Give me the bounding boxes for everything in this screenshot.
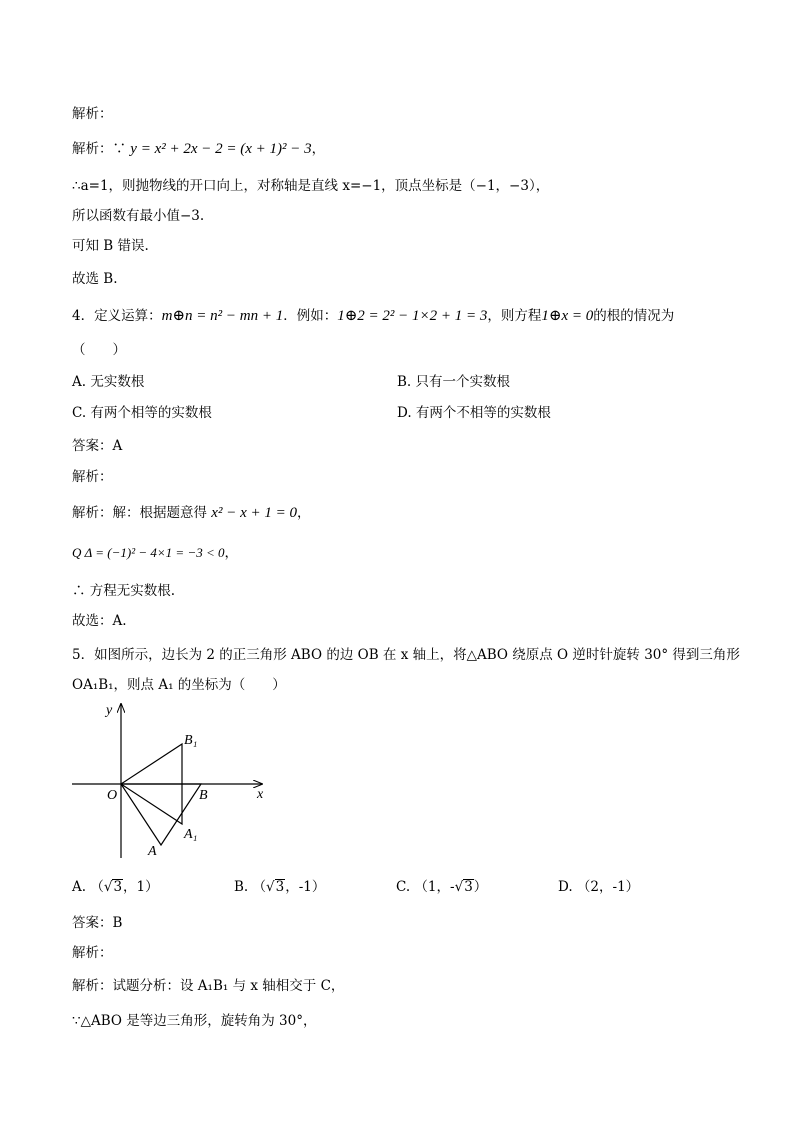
q4-stem-prefix: 4．定义运算： xyxy=(72,308,162,324)
q5-b-post: ，-1） xyxy=(285,879,326,895)
q3-analysis-line-3: 所以函数有最小值−3. xyxy=(72,208,205,224)
q4-s1-equation: x² − x + 1 = 0 xyxy=(211,505,297,521)
q5-analysis-heading: 解析： xyxy=(72,945,113,961)
q4-s2-end: ， xyxy=(224,545,238,561)
q4-stem-end: 的根的情况为 xyxy=(593,308,675,324)
q5-analysis-line-2: ∵△ABO 是等边三角形，旋转角为 30°， xyxy=(72,1013,317,1029)
because-symbol: ∵ xyxy=(112,141,126,157)
sqrt-sign: √ xyxy=(266,879,275,895)
q5-a-post: ，1） xyxy=(123,879,159,895)
fig-label-a1: A₁ xyxy=(184,827,198,842)
q4-answer: 答案：A xyxy=(72,438,123,454)
q4-option-b: B. 只有一个实数根 xyxy=(397,374,511,390)
q5-option-a xyxy=(72,877,159,897)
q4-option-d: D. 有两个不相等的实数根 xyxy=(397,405,551,421)
q3-analysis-line-5: 故选 B. xyxy=(72,271,118,287)
q4-analysis-heading: 解析： xyxy=(72,469,113,485)
q5-answer: 答案：B xyxy=(72,915,123,931)
q5-c-pre: C. （1，- xyxy=(396,879,455,895)
q5-b-radicand: 3 xyxy=(275,879,285,895)
q4-s2-discriminant: Q Δ = (−1)² − 4×1 = −3 < 0 xyxy=(72,545,225,560)
q3-analysis-heading: 解析： xyxy=(72,106,113,122)
q4-stem-mid: ．例如： xyxy=(283,308,338,324)
q4-analysis-line-4: 故选：A. xyxy=(72,613,127,629)
q5-analysis-line-1: 解析：试题分析：设 A₁B₁ 与 x 轴相交于 C， xyxy=(72,978,345,994)
sqrt-sign: √ xyxy=(103,879,113,895)
q5-stem-line-2: OA₁B₁，则点 A₁ 的坐标为（ ） xyxy=(72,677,286,693)
q5-option-d: D. （2，-1） xyxy=(558,879,640,895)
q4-analysis-line-1 xyxy=(72,503,310,523)
q4-analysis-line-2 xyxy=(72,543,238,563)
q4-stem xyxy=(72,306,674,326)
q3-l1-equation: y = x² + 2x − 2 = (x + 1)² − 3 xyxy=(130,141,312,157)
q4-analysis-line-3: ∴ 方程无实数根. xyxy=(72,583,176,599)
q3-l1-prefix: 解析： xyxy=(72,141,113,157)
q4-equation: 1⊕x = 0 xyxy=(541,308,594,324)
q4-paren: （ ） xyxy=(72,342,126,358)
q3-l1-end: ， xyxy=(311,141,326,157)
fig-label-o: O xyxy=(107,788,118,803)
fig-label-b: B xyxy=(199,788,208,803)
q5-a-pre: A. （ xyxy=(72,879,104,895)
q4-s1-end: ， xyxy=(296,505,311,521)
fig-label-y: y xyxy=(106,703,113,718)
q4-option-c: C. 有两个相等的实数根 xyxy=(72,405,212,421)
fig-label-a: A xyxy=(148,844,157,859)
q5-stem-line-1: 5．如图所示，边长为 2 的正三角形 ABO 的边 OB 在 x 轴上，将△ABO 绕原点 O 逆时针旋转 30° 得到三角形 xyxy=(72,647,740,663)
q5-figure xyxy=(66,698,276,868)
q5-a-radicand: 3 xyxy=(113,879,123,895)
q4-stem-mid2: ，则方程 xyxy=(487,308,542,324)
q4-definition: m⊕n = n² − mn + 1 xyxy=(161,308,284,324)
q4-example: 1⊕2 = 2² − 1×2 + 1 = 3 xyxy=(337,308,488,324)
q5-c-post: ） xyxy=(473,879,488,895)
q5-option-b xyxy=(234,877,325,897)
q5-option-c xyxy=(396,877,487,897)
sqrt-sign: √ xyxy=(454,879,464,895)
q3-analysis-line-1 xyxy=(72,139,325,159)
q3-analysis-line-2: ∴a=1，则抛物线的开口向上，对称轴是直线 x=−1，顶点坐标是（−1，−3）， xyxy=(72,178,550,194)
fig-label-x: x xyxy=(257,787,264,802)
q4-s1-prefix: 解析：解：根据题意得 xyxy=(72,505,207,521)
q5-c-radicand: 3 xyxy=(464,879,473,895)
q5-b-pre: B. （ xyxy=(234,879,267,895)
fig-label-b1: B₁ xyxy=(184,733,198,748)
q4-option-a: A. 无实数根 xyxy=(72,374,145,390)
q3-analysis-line-4: 可知 B 错误. xyxy=(72,238,149,254)
